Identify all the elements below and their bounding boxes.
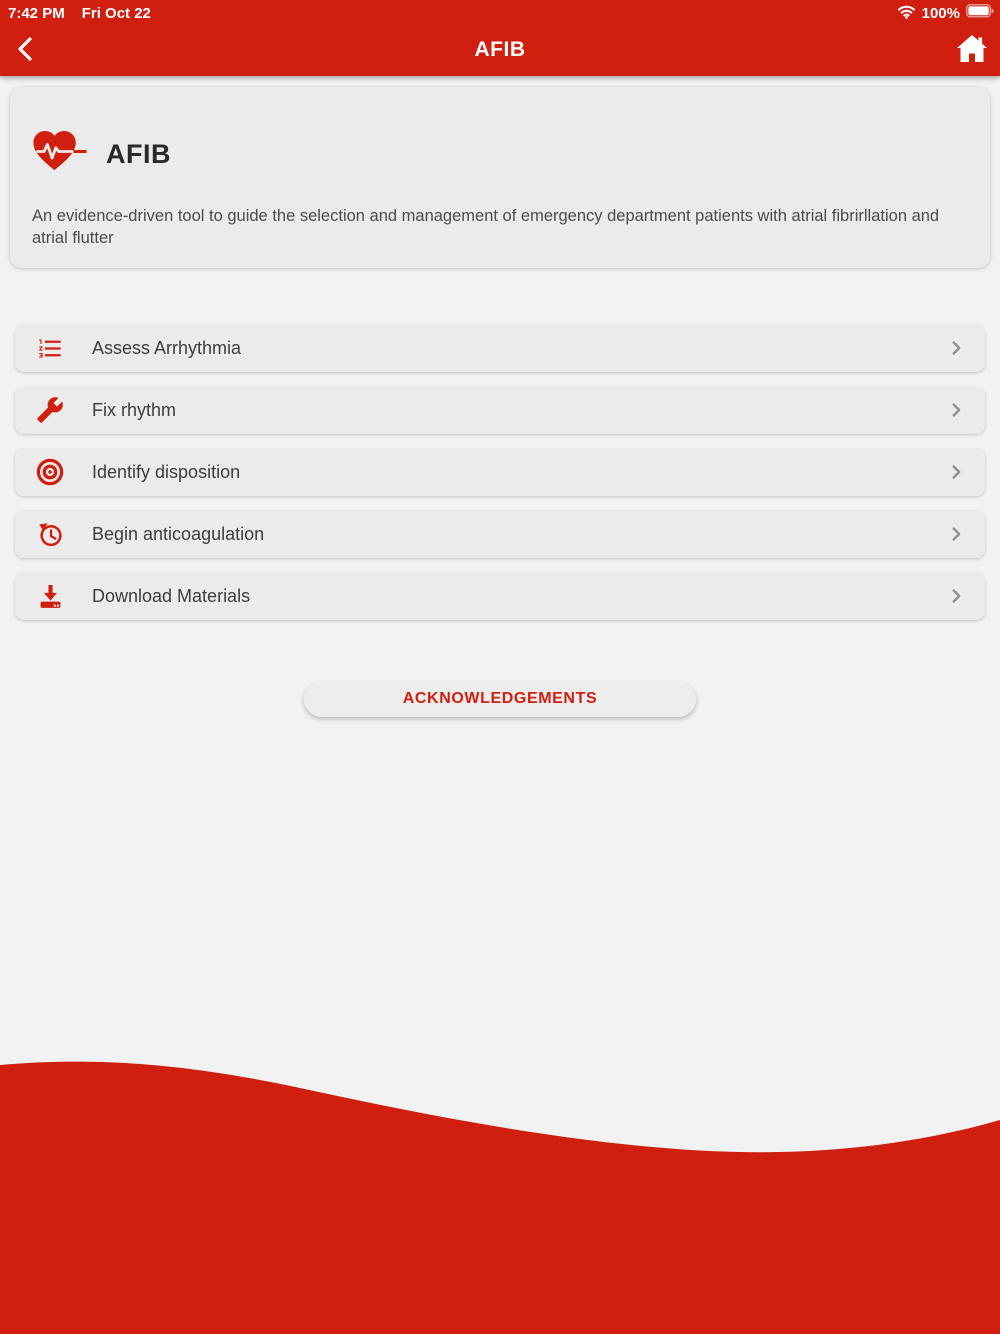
page-title: AFIB xyxy=(474,38,526,61)
status-bar xyxy=(0,0,1000,24)
menu-item-download-materials[interactable] xyxy=(15,573,985,620)
nav-bar xyxy=(0,24,1000,76)
menu-item-label: Assess Arrhythmia xyxy=(92,337,242,358)
chevron-right-icon xyxy=(945,461,967,483)
chevron-right-icon xyxy=(945,399,967,421)
menu-item-label: Identify disposition xyxy=(92,461,241,482)
home-button[interactable] xyxy=(950,24,994,76)
chevron-right-icon xyxy=(945,337,967,359)
menu-list xyxy=(15,325,985,620)
home-icon xyxy=(957,35,987,65)
status-date: Fri Oct 22 xyxy=(81,4,151,22)
wifi-icon xyxy=(897,4,916,23)
status-time: 7:42 PM xyxy=(8,4,65,22)
heart-pulse-icon xyxy=(32,129,88,179)
menu-item-assess-arrhythmia[interactable] xyxy=(15,325,985,372)
battery-full-icon xyxy=(966,4,994,22)
app-header xyxy=(0,0,1000,76)
chevron-right-icon xyxy=(945,523,967,545)
intro-card-title: AFIB xyxy=(106,138,171,169)
menu-item-label: Fix rhythm xyxy=(92,399,177,420)
chevron-right-icon xyxy=(945,585,967,607)
bullseye-icon xyxy=(34,457,66,487)
wrench-icon xyxy=(34,396,66,424)
download-icon xyxy=(34,582,66,611)
menu-item-identify-disposition[interactable] xyxy=(15,449,985,496)
menu-item-fix-rhythm[interactable] xyxy=(15,387,985,434)
numbered-list-icon xyxy=(34,335,66,362)
acknowledgements-button[interactable]: ACKNOWLEDGEMENTS xyxy=(304,682,696,717)
intro-card xyxy=(10,87,990,268)
menu-item-begin-anticoagulation[interactable] xyxy=(15,511,985,558)
intro-card-description: An evidence-driven tool to guide the selection and management of emergency department patients with atrial fibrirllation and atrial flutter xyxy=(32,207,940,248)
bottom-wave-decoration xyxy=(0,1060,1000,1334)
menu-item-label: Begin anticoagulation xyxy=(92,523,265,544)
battery-percent: 100% xyxy=(921,4,960,22)
menu-item-label: Download Materials xyxy=(92,585,251,606)
clock-history-icon xyxy=(34,521,66,548)
